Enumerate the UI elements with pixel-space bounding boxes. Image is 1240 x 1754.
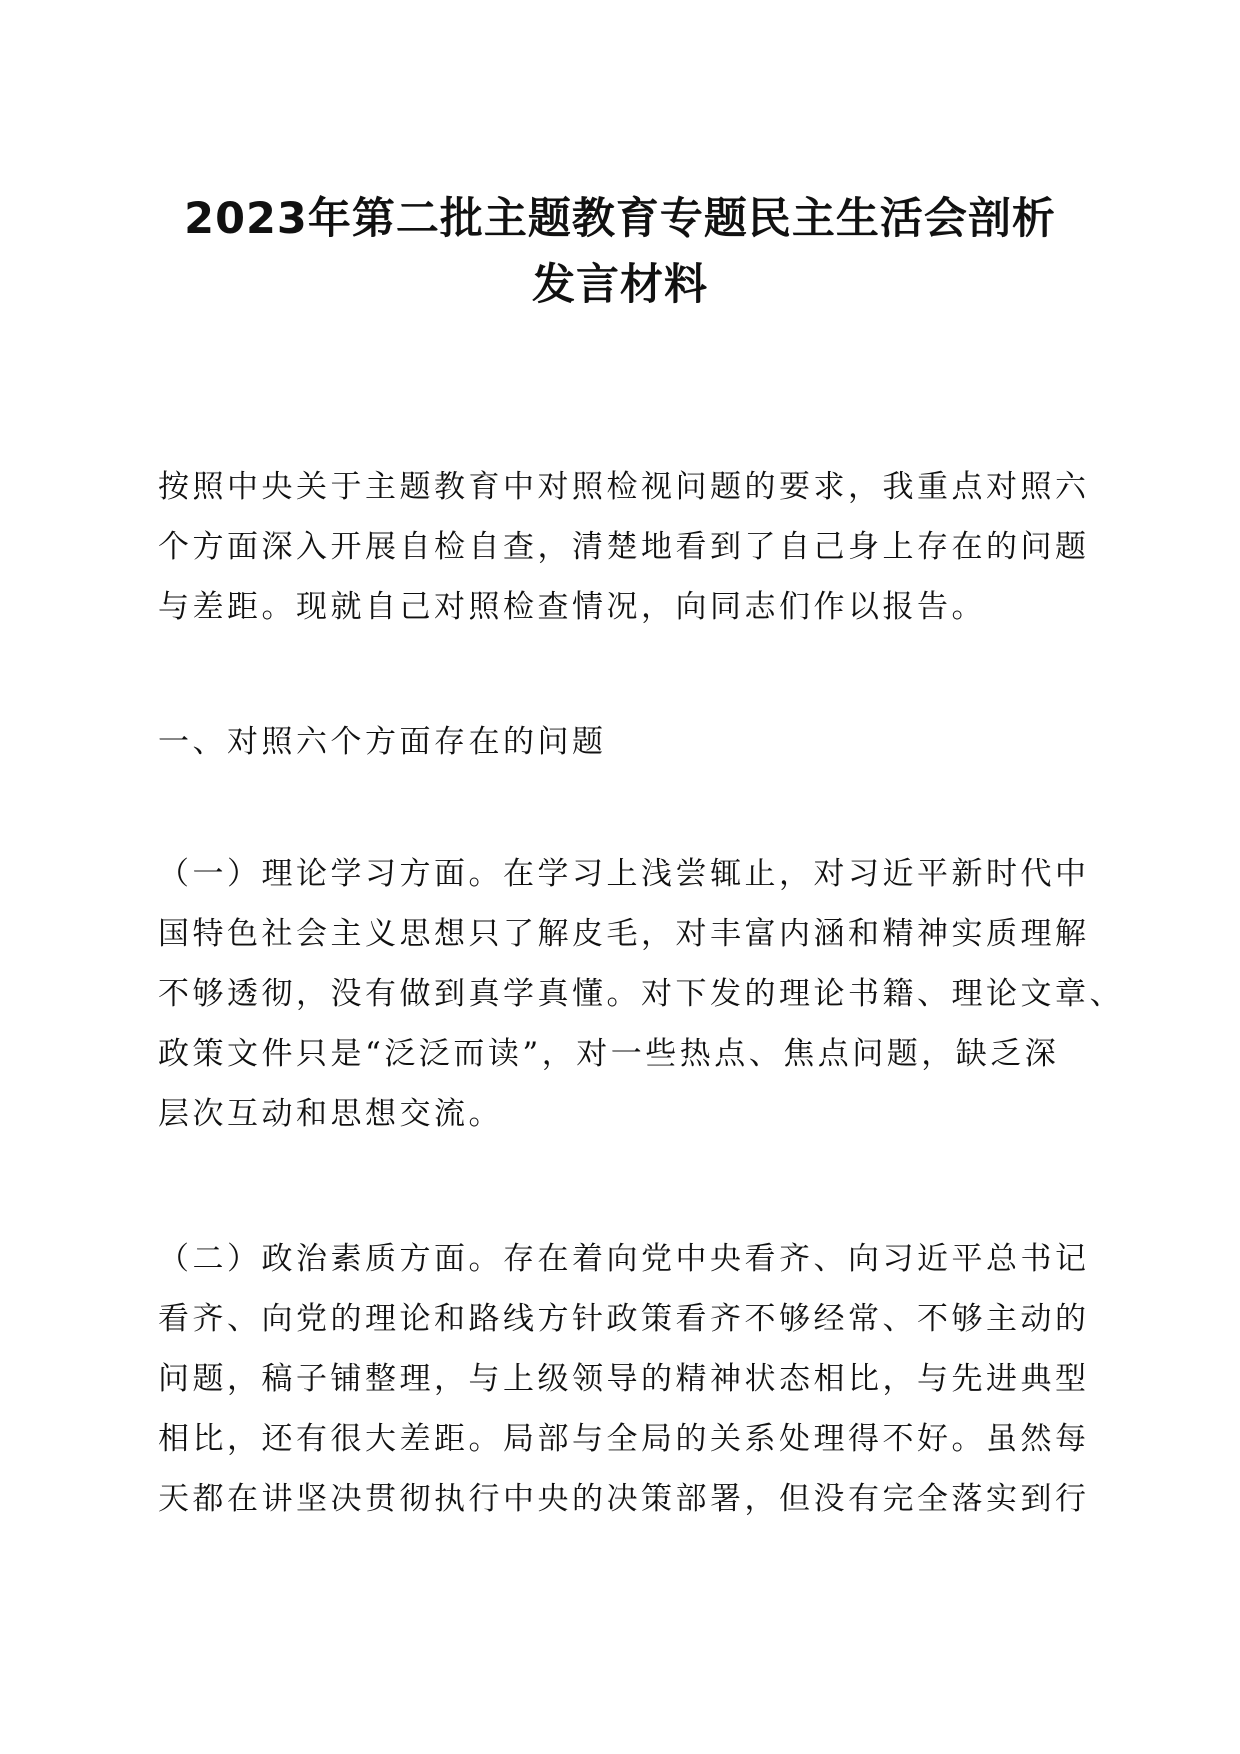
text-line: 层次互动和思想交流。 [158, 1096, 503, 1132]
text-line: 问题，稿子铺整理，与上级领导的精神状态相比，与先进典型 [158, 1361, 1090, 1397]
section-paragraph-2 [158, 1229, 1098, 1529]
section-paragraph-1 [158, 844, 1124, 1144]
text-line: 天都在讲坚决贯彻执行中央的决策部署，但没有完全落实到行 [158, 1481, 1090, 1517]
text-line: 按照中央关于主题教育中对照检视问题的要求，我重点对照六 [158, 469, 1090, 505]
text-line: 不够透彻，没有做到真学真懂。对下发的理论书籍、理论文章、 [158, 976, 1124, 1012]
text-line: （二）政治素质方面。存在着向党中央看齐、向习近平总书记 [158, 1241, 1090, 1277]
text-line: 相比，还有很大差距。局部与全局的关系处理得不好。虽然每 [158, 1421, 1090, 1457]
text-line: （一）理论学习方面。在学习上浅尝辄止，对习近平新时代中 [158, 856, 1090, 892]
intro-paragraph [158, 457, 1098, 637]
title-line-1: 2023年第二批主题教育专题民主生活会剖析 [184, 194, 1056, 244]
title-line-2: 发言材料 [532, 260, 708, 310]
text-line: 国特色社会主义思想只了解皮毛，对丰富内涵和精神实质理解 [158, 916, 1090, 952]
document-title [120, 186, 1120, 318]
section-heading [158, 712, 1098, 772]
text-line: 看齐、向党的理论和路线方针政策看齐不够经常、不够主动的 [158, 1301, 1090, 1337]
text-line: 政策文件只是“泛泛而读”，对一些热点、焦点问题，缺乏深 [158, 1036, 1060, 1072]
text-line: 与差距。现就自己对照检查情况，向同志们作以报告。 [158, 589, 986, 625]
text-line: 一、对照六个方面存在的问题 [158, 724, 607, 760]
text-line: 个方面深入开展自检自查，清楚地看到了自己身上存在的问题 [158, 529, 1090, 565]
